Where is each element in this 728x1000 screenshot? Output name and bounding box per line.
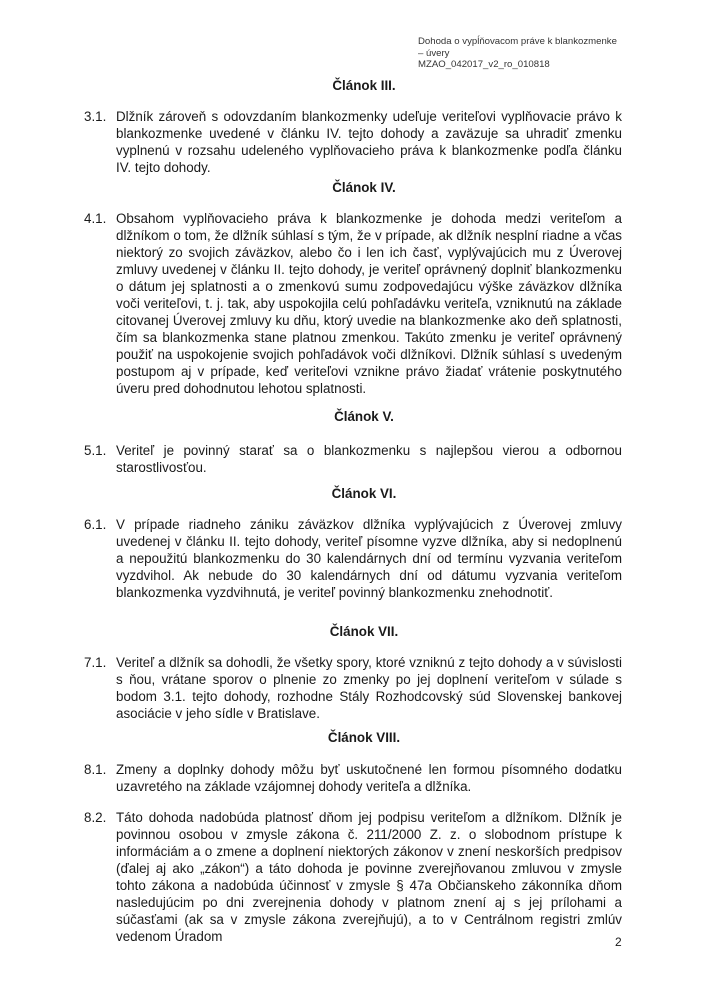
article-title: Článok IV. [332,180,396,195]
header-title-line: Dohoda o vypĺňovacom práve k blankozmenke [418,36,617,47]
page-number: 2 [615,935,622,949]
article-title: Článok V. [334,409,394,424]
paragraph-text: V prípade riadneho zániku záväzkov dlžníka vyplývajúcich z Úverovej zmluvy uvedenej v článku II. tejto dohody, veriteľ písomne vyzve dlžníka, aby si nedoplnenú a nepoužitú blankozmenku do 30 kalendárnych dní od termínu vyzvania veriteľom vyzdvihol. Ak nebude do 30 kalendárnych dní od dátumu vyzvania veriteľom blankozmenka vyzdvihnutá, je veriteľ povinný blankozmenku znehodnotiť. [116,517,622,600]
document-header [418,36,698,71]
article-title: Článok VIII. [327,730,401,745]
article-title: Článok VII. [329,624,399,639]
paragraph-text: Táto dohoda nadobúda platnosť dňom jej podpisu veriteľom a dlžníkom. Dlžník je povinnou osobou v zmysle zákona č. 211/2000 Z. z. o slobodnom prístupe k informáciám a o zmene a doplnení niektorých zákonov v znení neskorších predpisov (ďalej aj ako „zákon“) a táto dohoda je povinne zverejňovanou zmluvou v zmysle tohto zákona a nadobúda účinnosť v zmysle § 47a Občianskeho zákonníka dňom nasledujúcim po dni zverejnenia dohody v platnom znení aj s jej prílohami a súčasťami (ak sa v zmysle zákona zverejňujú), a to v Centrálnom registri zmlúv vedenom Úradom [116,810,622,944]
paragraph-number: 8.1. [84,762,107,777]
paragraph-number: 3.1. [84,109,107,124]
article-title: Článok III. [332,78,396,93]
paragraph-text: Obsahom vyplňovacieho práva k blankozmenke je dohoda medzi veriteľom a dlžníkom o tom, že dlžník súhlasí s tým, že v prípade, ak dlžník nesplní riadne a včas niektorý zo svojich záväzkov, alebo čo i len ich časť, vyplývajúcich mu z Úverovej zmluvy uvedenej v článku II. tejto dohody, je veriteľ oprávnený doplniť blankozmenku o dátum jej splatnosti a o zmenkovú sumu zodpovedajúcu výške záväzkov dlžníka voči veriteľovi, t. j. tak, aby uspokojila celú pohľadávku veriteľa, vzniknutú na základe citovanej Úverovej zmluvy ku dňu, ktorý uvedie na blankozmenke ako deň splatnosti, čím sa blankozmenka stane platnou zmenkou. Takúto zmenku je veriteľ oprávnený použiť na uspokojenie svojich pohľadávok voči dlžníkovi. Dlžník súhlasí s uvedeným postupom aj v prípade, keď veriteľovi vznikne právo žiadať vrátenie poskytnutého úveru pred dohodnutou lehotou splatnosti. [116,211,622,396]
paragraph-number: 4.1. [84,211,107,226]
article-title: Článok VI. [331,486,397,501]
paragraph-text: Zmeny a doplnky dohody môžu byť uskutočnené len formou písomného dodatku uzavretého na základe vzájomnej dohody veriteľa a dlžníka. [116,762,622,794]
header-code-line: MZAO_042017_v2_ro_010818 [418,59,550,70]
paragraph-number: 6.1. [84,517,107,532]
paragraph-number: 8.2. [84,810,107,825]
paragraph-text: Veriteľ a dlžník sa dohodli, že všetky spory, ktoré vzniknú z tejto dohody a v súvislosti s ňou, vrátane sporov o plnenie zo zmenky po jej doplnení veriteľom v súlade s bodom 3.1. tejto dohody, rozhodne Stály Rozhodcovský súd Slovenskej bankovej asociácie v jeho sídle v Bratislave. [116,655,622,721]
paragraph-text: Dlžník zároveň s odovzdaním blankozmenky udeľuje veriteľovi vyplňovacie právo k blankozmenke uvedené v článku IV. tejto dohody a zaväzuje sa uhradiť zmenku vyplnenú v rozsahu udeleného vyplňovacieho práva k blankozmenke podľa článku IV. tejto dohody. [116,109,622,175]
paragraph-text: Veriteľ je povinný starať sa o blankozmenku s najlepšou vierou a odbornou starostlivosťou. [116,443,622,475]
paragraph-number: 5.1. [84,443,107,458]
header-subtitle-line: – úvery [418,47,450,59]
paragraph-number: 7.1. [84,655,107,670]
